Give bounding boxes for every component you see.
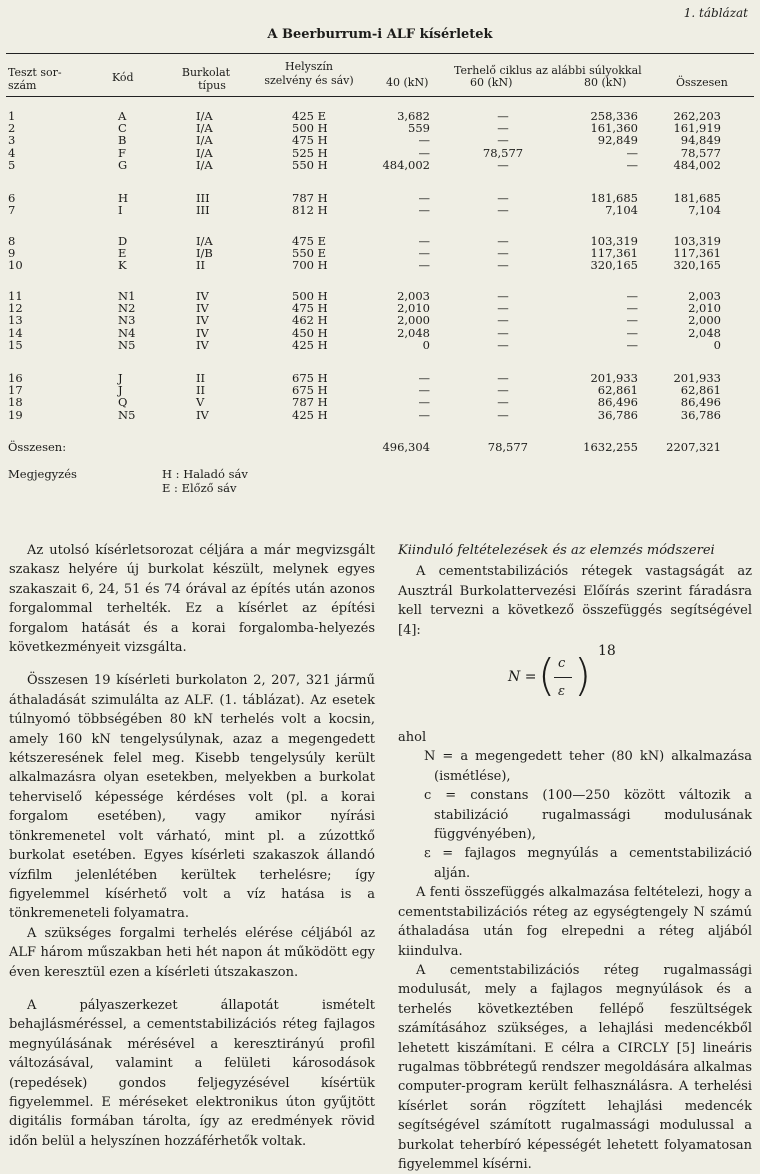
cell-location: 787 H [292, 395, 328, 410]
note-line-e: E : Előző sáv [162, 481, 237, 495]
cell-60kn: — [497, 258, 509, 273]
cell-pavement-type: II [196, 383, 206, 398]
cell-total: 201,933 [673, 371, 721, 385]
cell-60kn: — [497, 289, 509, 303]
cell-location: 475 E [292, 234, 327, 248]
cell-60kn: — [497, 325, 509, 340]
cell-test-no: 7 [8, 203, 16, 218]
formula-right-paren: ) [574, 650, 592, 702]
paragraph: A fenti összefüggés alkalmazása feltételezi, hogy a cementstabilizációs réteg az egységtengely N számú áthaladása után fog elrepedni a réteg aljából kiindulva. [398, 885, 752, 959]
cell-40kn: — [418, 145, 430, 160]
cell-code: I [118, 203, 123, 218]
cell-40kn: — [418, 395, 430, 410]
totals-label: Összesen: [8, 440, 67, 454]
totals-40kn: 496,304 [382, 440, 430, 454]
cell-test-no: 17 [8, 383, 23, 398]
fatigue-formula [398, 640, 752, 722]
cell-code: D [118, 234, 128, 248]
cell-test-no: 19 [8, 407, 23, 422]
formula-left-paren: ( [538, 650, 556, 702]
cell-pavement-type: V [196, 395, 205, 410]
cell-80kn: 161,360 [590, 121, 638, 136]
cell-test-no: 4 [8, 145, 16, 160]
cell-40kn: 2,000 [397, 313, 430, 328]
cell-test-no: 6 [8, 191, 16, 205]
cell-80kn: — [626, 313, 638, 328]
cell-location: 550 E [292, 246, 327, 261]
cell-40kn: — [418, 383, 430, 398]
definition-n: N = a megengedett teher (80 kN) alkalmazása (ismétlése), [424, 749, 752, 784]
cell-40kn: — [418, 203, 430, 218]
cell-total: 62,861 [680, 383, 721, 398]
cell-location: 450 H [292, 325, 328, 340]
cell-40kn: — [418, 191, 430, 205]
formula-exponent: 18 [598, 643, 616, 660]
cell-60kn: — [497, 191, 509, 205]
cell-60kn: — [497, 109, 509, 123]
cell-60kn: — [497, 395, 509, 410]
cell-total: 78,577 [680, 145, 721, 160]
cell-total: 161,919 [673, 121, 721, 136]
paragraph: Az utolsó kísérletsorozat céljára a már megvizsgált szakasz helyére új burkolat készült, melynek egyes szakaszait 6, 24, 51 és 74 órával az építés után azonos forgalommal terhelték. Ez a kísérlet az építési forgalom hatását és a korai forgalomba-helyezés következményeit vizsgálta. [9, 543, 375, 656]
cell-40kn: 0 [422, 337, 430, 352]
cell-test-no: 16 [8, 371, 23, 385]
cell-code: F [118, 145, 126, 160]
cell-code: N3 [118, 313, 136, 328]
cell-pavement-type: IV [196, 301, 209, 316]
cell-code: Q [118, 395, 128, 410]
totals-80kn: 1632,255 [583, 440, 638, 454]
cell-80kn: — [626, 157, 638, 172]
cell-pavement-type: II [196, 371, 206, 385]
cell-test-no: 2 [8, 121, 16, 136]
cell-pavement-type: IV [196, 313, 209, 328]
table-top-rule [6, 53, 754, 54]
cell-code: C [118, 121, 127, 136]
cell-location: 425 E [292, 109, 327, 123]
note-label: Megjegyzés [8, 467, 77, 481]
cell-location: 475 H [292, 133, 328, 148]
cell-pavement-type: II [196, 258, 206, 273]
totals-60kn: 78,577 [487, 440, 528, 454]
totals-total: 2207,321 [666, 440, 721, 454]
cell-80kn: 7,104 [605, 203, 638, 218]
note-line-h: H : Haladó sáv [162, 467, 248, 481]
cell-location: 500 H [292, 121, 328, 136]
cell-40kn: — [418, 258, 430, 273]
cell-60kn: — [497, 121, 509, 136]
paragraph: A cementstabilizációs rétegek vastagságát az Ausztrál Burkolattervezési Előírás szerint fáradásra kell tervezni a következő összefüggés segítségével [4]: [398, 564, 752, 638]
cell-80kn: — [626, 301, 638, 316]
left-text-column [9, 541, 375, 1151]
cell-test-no: 14 [8, 325, 23, 340]
cell-80kn: — [626, 325, 638, 340]
cell-code: N4 [118, 325, 136, 340]
cell-total: 320,165 [673, 258, 721, 273]
cell-40kn: — [418, 234, 430, 248]
cell-40kn: — [418, 407, 430, 422]
cell-location: 475 H [292, 301, 328, 316]
cell-pavement-type: I/A [196, 157, 213, 172]
cell-pavement-type: I/A [196, 145, 213, 160]
cell-location: 700 H [292, 258, 328, 273]
where-label: ahol [398, 730, 427, 746]
definition-epsilon: ε = fajlagos megnyúlás a cementstabilizáció alján. [424, 846, 752, 881]
cell-80kn: 62,861 [597, 383, 638, 398]
cell-40kn: 3,682 [397, 109, 430, 123]
cell-40kn: — [418, 133, 430, 148]
cell-60kn: — [497, 313, 509, 328]
cell-40kn: 2,048 [397, 325, 430, 340]
cell-pavement-type: I/A [196, 133, 213, 148]
cell-code: J [118, 371, 123, 385]
cell-total: 7,104 [688, 203, 721, 218]
cell-60kn: 78,577 [482, 145, 524, 160]
cell-total: 262,203 [673, 109, 721, 123]
cell-total: 2,000 [688, 313, 721, 328]
cell-location: 675 H [292, 383, 328, 398]
cell-location: 787 H [292, 191, 328, 205]
cell-total: 94,849 [680, 133, 721, 148]
cell-test-no: 1 [8, 109, 16, 123]
formula-lhs: N = [508, 669, 537, 686]
cell-pavement-type: I/B [196, 246, 213, 261]
cell-location: 550 H [292, 157, 328, 172]
cell-test-no: 13 [8, 313, 23, 328]
cell-test-no: 12 [8, 301, 23, 316]
table-title: A Beerburrum-i ALF kísérletek [267, 27, 493, 42]
cell-80kn: 103,319 [590, 234, 638, 248]
cell-test-no: 5 [8, 157, 16, 172]
header-60kn: 60 (kN) [470, 76, 513, 89]
formula-denominator: ε [558, 684, 565, 700]
cell-60kn: — [497, 203, 509, 218]
header-total: Összesen [676, 76, 728, 89]
cell-60kn: — [497, 371, 509, 385]
cell-code: G [118, 157, 128, 172]
cell-pavement-type: IV [196, 337, 209, 352]
cell-60kn: — [497, 246, 509, 261]
cell-pavement-type: I/A [196, 109, 213, 123]
cell-code: B [118, 133, 127, 148]
header-80kn: 80 (kN) [584, 76, 627, 89]
cell-total: 117,361 [673, 246, 721, 261]
cell-total: 0 [713, 337, 721, 352]
cell-40kn: 559 [408, 121, 430, 136]
cell-60kn: — [497, 157, 509, 172]
cell-40kn: — [418, 371, 430, 385]
cell-total: 2,010 [688, 301, 721, 316]
cell-80kn: 117,361 [590, 246, 638, 261]
section-heading: Kiinduló feltételezések és az elemzés módszerei [398, 543, 715, 558]
formula-numerator: c [558, 656, 566, 672]
header-test-no: Teszt sor- szám [8, 66, 62, 92]
table-number-label: 1. táblázat [683, 6, 748, 20]
definition-list [398, 747, 752, 883]
cell-location: 462 H [292, 313, 328, 328]
header-code: Kód [112, 71, 134, 84]
cell-code: J [118, 383, 123, 398]
cell-40kn: — [418, 246, 430, 261]
cell-location: 812 H [292, 203, 328, 218]
header-location: Helyszín szelvény és sáv) [264, 60, 354, 87]
paragraph: A pályaszerkezet állapotát ismételt behajlásméréssel, a cementstabilizációs réteg fajlagos megnyúlásának mérésével a keresztirányú profil változásával, valamint a felületi károsodások (repedések) gondos feljegyzésével kísértük figyelemmel. E méréseket elektronikus úton gyűjtött digitális formában tárolta, így az eredmények rövid időn belül a helyszínen hozzáférhetők voltak. [9, 997, 375, 1149]
cell-code: N5 [118, 407, 136, 422]
cell-60kn: — [497, 383, 509, 398]
formula-fraction-bar [554, 677, 572, 678]
cell-pavement-type: III [196, 203, 210, 218]
cell-test-no: 15 [8, 337, 23, 352]
cell-location: 500 H [292, 289, 328, 303]
table-header-rule [6, 96, 754, 97]
cell-80kn: 320,165 [590, 258, 638, 273]
header-40kn: 40 (kN) [386, 76, 429, 89]
cell-test-no: 9 [8, 246, 16, 261]
cell-total: 181,685 [673, 191, 721, 205]
cell-test-no: 18 [8, 395, 23, 410]
cell-40kn: 2,010 [397, 301, 430, 316]
cell-code: N5 [118, 337, 136, 352]
cell-location: 525 H [292, 145, 328, 160]
cell-80kn: — [626, 289, 638, 303]
cell-total: 484,002 [673, 157, 721, 172]
cell-80kn: 92,849 [597, 133, 638, 148]
right-text-column [398, 541, 752, 1174]
cell-code: E [118, 246, 127, 261]
cell-60kn: — [497, 133, 509, 148]
cell-total: 103,319 [673, 234, 721, 248]
cell-code: N2 [118, 301, 136, 316]
cell-code: N1 [118, 289, 136, 303]
cell-location: 675 H [292, 371, 328, 385]
cell-test-no: 10 [8, 258, 23, 273]
definition-c: c = constans (100—250 között változik a stabilizáció rugalmassági modulusának függvényében), [424, 788, 752, 843]
cell-80kn: — [626, 145, 638, 160]
header-pavement-type: Burkolat típus [181, 66, 231, 92]
cell-80kn: 36,786 [597, 407, 638, 422]
cell-location: 425 H [292, 407, 328, 422]
paragraph: Összesen 19 kísérleti burkolaton 2, 207, 321 jármű áthaladását szimulálta az ALF. (1. táblázat). Az esetek túlnyomó többségében 80 kN terhelés volt a kocsin, amely 160 kN tengelysúlynak, azaz a megengedett kétszeresének felel meg. Kisebb tengelysúly került alkalmazásra olyan esetekben, melyekben a burkolat teherviselő képessége kérdéses volt (pl. a korai forgalom esetében), vagy amikor nyírási tönkremenetel volt várható, mint pl. a zúzottkő burkolat esetében. Egyes kísérleti szakaszok állandó vízfilm jelenlétében kerültek terhelésre; így figyelemmel kísérhető volt a víz hatása is a tönkremeneteli folyamatra. [9, 673, 375, 922]
cell-pavement-type: III [196, 191, 210, 205]
paragraph: A szükséges forgalmi terhelés elérése céljából az ALF három műszakban heti hét napon át működött egy éven keresztül ezen a kísérleti útszakaszon. [9, 925, 375, 980]
paragraph: A cementstabilizációs réteg rugalmassági modulusát, mely a fajlagos megnyúlások és a terhelés következtében fellépő feszültségek számításához szükséges, a lehajlási medencékből lehetett kiszámítani. E célra a CIRCLY [5] lineáris rugalmas többrétegű rendszer megoldására alkalmas computer-program került felhasználásra. A terhelési kísérlet során rögzített lehajlási medencék segítségével számított rugalmassági modulussal a burkolat teherbíró képességét lehetett folyamatosan figyelemmel kísérni. [398, 962, 752, 1172]
cell-test-no: 8 [8, 234, 16, 248]
cell-total: 2,048 [688, 325, 721, 340]
cell-code: A [118, 109, 127, 123]
cell-60kn: — [497, 234, 509, 248]
cell-40kn: 2,003 [397, 289, 430, 303]
cell-80kn: 86,496 [597, 395, 638, 410]
header-cycles-group: Terhelő ciklus az alábbi súlyokkal [454, 64, 642, 77]
cell-60kn: — [497, 337, 509, 352]
cell-pavement-type: IV [196, 407, 209, 422]
cell-pavement-type: IV [196, 289, 209, 303]
cell-total: 2,003 [688, 289, 721, 303]
cell-80kn: 258,336 [590, 109, 638, 123]
cell-code: H [118, 191, 129, 205]
cell-pavement-type: IV [196, 325, 209, 340]
cell-60kn: — [497, 407, 509, 422]
cell-80kn: 181,685 [590, 191, 638, 205]
cell-pavement-type: I/A [196, 121, 213, 136]
cell-test-no: 11 [8, 289, 23, 303]
cell-location: 425 H [292, 337, 328, 352]
cell-code: K [118, 258, 127, 273]
cell-pavement-type: I/A [196, 234, 213, 248]
cell-80kn: — [626, 337, 638, 352]
cell-60kn: — [497, 301, 509, 316]
cell-total: 36,786 [680, 407, 721, 422]
cell-80kn: 201,933 [590, 371, 638, 385]
cell-test-no: 3 [8, 133, 16, 148]
cell-total: 86,496 [680, 395, 721, 410]
cell-40kn: 484,002 [382, 157, 430, 172]
